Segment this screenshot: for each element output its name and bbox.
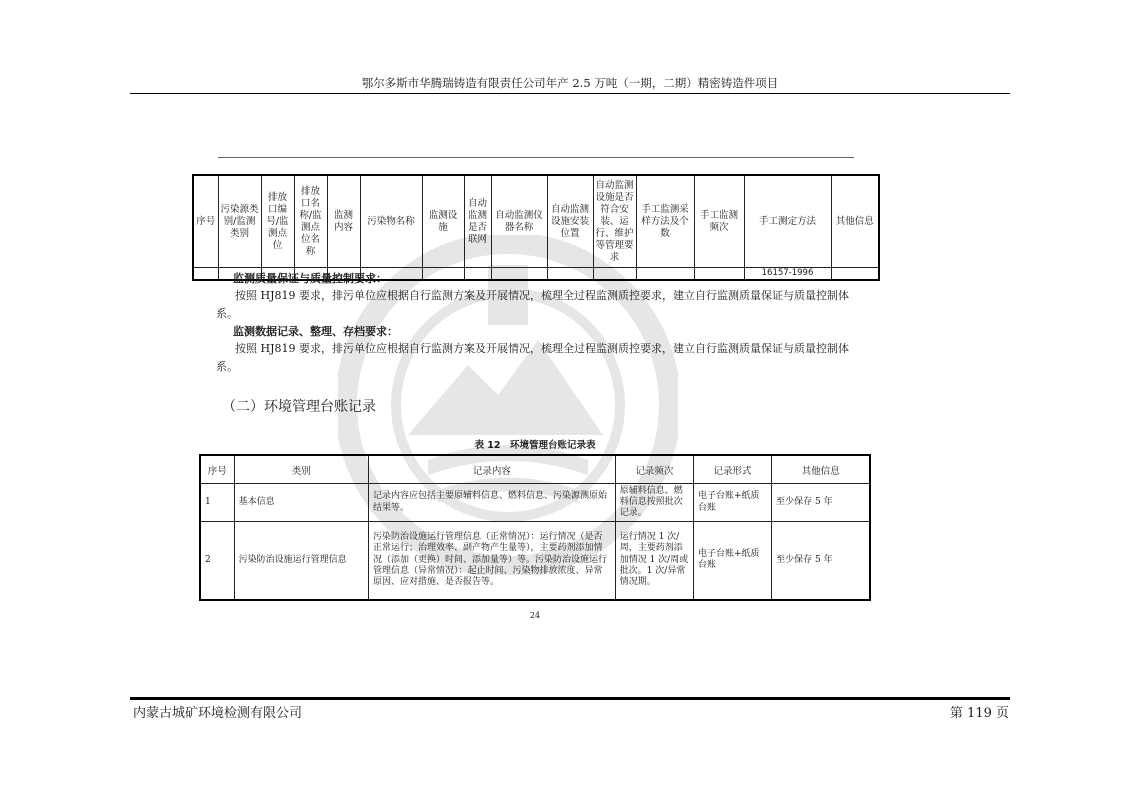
- document-header-title: 鄂尔多斯市华腾瑞铸造有限责任公司年产 2.5 万吨（一期，二期）精密铸造件项目: [361, 76, 779, 90]
- table-cell: [636, 268, 694, 281]
- column-header: 记录频次: [615, 455, 693, 484]
- form-cell: 电子台账+纸质台账: [693, 484, 771, 522]
- quality-paragraph: 按照 HJ819 要求，排污单位应根据自行监测方案及开展情况，梳理全过程监测质控要求，建立自行监测质量保证与质量控制体系。: [216, 289, 849, 320]
- monitoring-table: [192, 174, 880, 281]
- monitoring-table-header-row: [193, 175, 879, 268]
- column-header: 其他信息: [831, 175, 879, 268]
- table-cell: [464, 268, 491, 281]
- quality-heading: 监测质量保证与质量控制要求：: [233, 272, 387, 285]
- footer-company: 内蒙古城矿环境检测有限公司: [133, 706, 303, 721]
- column-header: 手工监测采样方法及个数: [636, 175, 694, 268]
- column-header: 污染物名称: [360, 175, 422, 268]
- section-title: （二）环境管理台账记录: [222, 399, 376, 415]
- content-cell: 记录内容应包括主要原辅料信息、燃料信息、污染源测原始结果等。: [368, 484, 615, 522]
- ledger-table: [199, 454, 871, 601]
- table-row: [200, 484, 870, 522]
- column-header: 记录内容: [368, 455, 615, 484]
- header-rule: [130, 93, 1010, 94]
- category-cell: 基本信息: [234, 484, 368, 522]
- table-cell: [193, 268, 218, 281]
- content-cell: 污染防治设施运行管理信息（正常情况）：运行情况（是否正常运行；治理效率、副产物产生量等），主要药剂添加情况（添加（更换）时间、添加量等）等。污染防治设施运行管理信息（异常情况）：起止时间、污染物排放浓度、异常原因、应对措施、是否报告等。: [368, 522, 615, 600]
- column-header: 自动监测设施是否符合安装、运行、维护等管理要求: [593, 175, 636, 268]
- column-header: 自动监测设施安装位置: [547, 175, 593, 268]
- column-header: 其他信息: [772, 455, 870, 484]
- table-row: [200, 522, 870, 600]
- frequency-cell: 运行情况 1 次/周，主要药剂添加情况 1 次/周或批次。1 次/异常情况期。: [615, 522, 693, 600]
- column-header: 监测设施: [422, 175, 464, 268]
- column-header: 记录形式: [693, 455, 771, 484]
- table-cell: [422, 268, 464, 281]
- column-header: 监测内容: [327, 175, 360, 268]
- frequency-cell: 原辅料信息、燃料信息按照批次记录。: [615, 484, 693, 522]
- column-header: 污染源类别/监测类别: [218, 175, 261, 268]
- category-cell: 污染防治设施运行管理信息: [234, 522, 368, 600]
- table-cell: 16157-1996: [744, 268, 831, 281]
- other-cell: 至少保存 5 年: [772, 484, 870, 522]
- footer-rule: [130, 697, 1010, 700]
- column-header: 序号: [200, 455, 234, 484]
- form-cell: 电子台账+纸质台账: [693, 522, 771, 600]
- top-separator-line: [218, 157, 854, 158]
- table-cell: [547, 268, 593, 281]
- table-caption: 表 12 环境管理台账记录表: [474, 440, 596, 451]
- column-header: 手工监测频次: [694, 175, 744, 268]
- column-header: 自动监测是否联网: [464, 175, 491, 268]
- other-cell: 至少保存 5 年: [772, 522, 870, 600]
- table-cell: [831, 268, 879, 281]
- records-heading: 监测数据记录、整理、存档要求：: [233, 325, 398, 338]
- inner-page-number: 24: [529, 611, 541, 620]
- table-cell: [491, 268, 547, 281]
- column-header: 手工测定方法: [744, 175, 831, 268]
- table-cell: [593, 268, 636, 281]
- table-cell: [694, 268, 744, 281]
- column-header: 序号: [193, 175, 218, 268]
- column-header: 排放口名称/监测点位名称: [294, 175, 327, 268]
- records-paragraph: 按照 HJ819 要求，排污单位应根据自行监测方案及开展情况，梳理全过程监测质控要求，建立自行监测质量保证与质量控制体系。: [216, 342, 849, 373]
- row-number-cell: 1: [200, 484, 234, 522]
- row-number-cell: 2: [200, 522, 234, 600]
- footer-page-number: 第 119 页: [949, 706, 1009, 721]
- column-header: 自动监测仪器名称: [491, 175, 547, 268]
- ledger-table-header-row: [200, 455, 870, 484]
- column-header: 排放口编号/监测点位: [261, 175, 294, 268]
- column-header: 类别: [234, 455, 368, 484]
